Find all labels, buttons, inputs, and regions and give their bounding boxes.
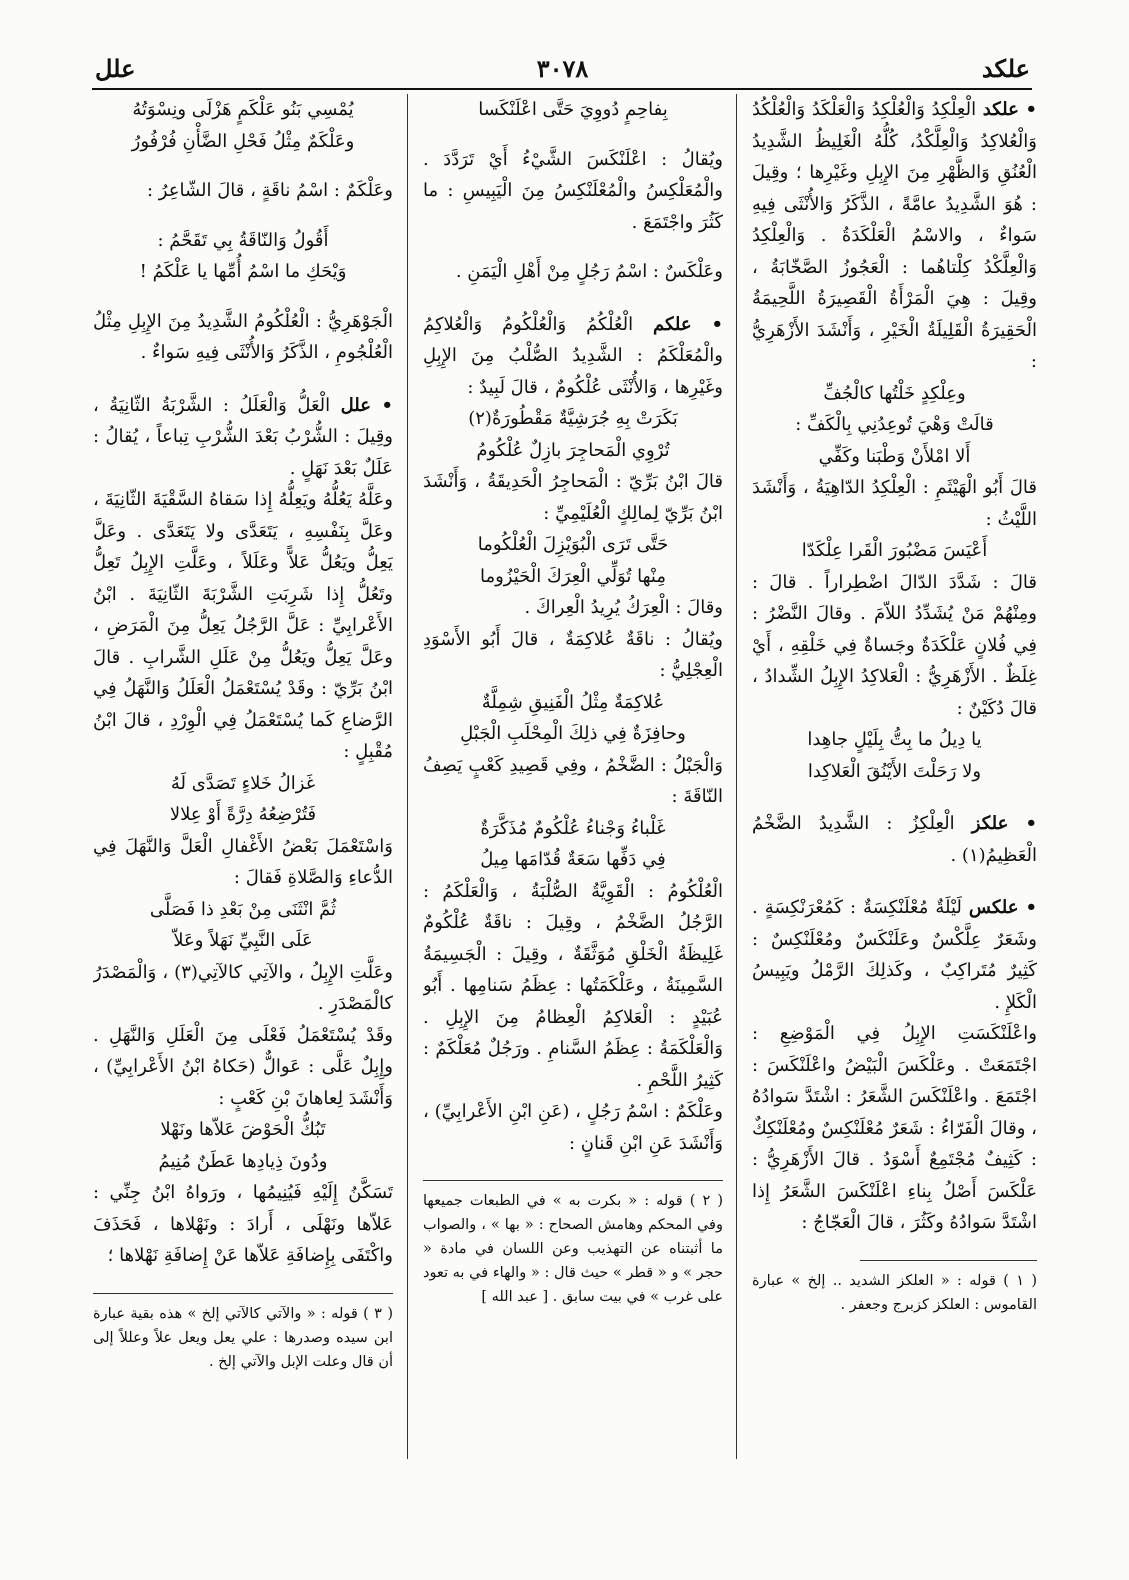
right-column <box>752 94 1037 1460</box>
footnote-rule <box>93 1293 393 1294</box>
verse-line: وعِلْكِدٍ خَلْتُها كالْجُفِّ <box>823 382 966 404</box>
entry-text: وقَدْ يُسْتَعْمَلُ فَعْلَى مِنَ الْعَلَلِ وَالنَّهَلِ . وإِبِلٌ عَلَّى : عَوالٌّ (حَكاهُ ابْنُ الأَعْرابِيِّ) ، وَأَنْشَدَ لِعاهانَ بْنِ كَعْبٍ : <box>93 1024 393 1109</box>
footnote: ( ١ ) قوله : « العلكز الشديد .. إلخ » عبارة القاموس : العلكز كزبرج وجعفر . <box>752 1272 1037 1313</box>
entry-text: واعْلَنْكَسَتِ الإِبِلُ فِي الْمَوْضِعِ : اجْتَمَعَتْ . وعَلْكَسَ الْبَيْضُ واعْلَنْكَسَ : اجْتَمَعَ . واعْلَنْكَسَ الشَّعَرُ : اشْتَدَّ سَوادُهُ ، وقالَ الْفَرّاءُ : شَعَرٌ مُعْلَنْكِسٌ ومُعْلَنْكِكٌ : كَثِيفٌ مُجْتَمِعٌ أَسْوَدُ . قالَ الأَزْهَرِيُّ : عَلْكَسَ أَصْلُ بِناءِ اعْلَنْكَسَ الشَّعَرُ إِذا اشْتَدَّ سَوادُهُ وكَثُرَ ، قالَ الْعَجّاجُ : <box>752 1023 1037 1233</box>
entry-text: وعَلْكَسٌ : اسْمُ رَجُلٍ مِنْ أَهْلِ الْيَمَنِ . <box>455 261 723 282</box>
entry-bullet: • <box>1025 99 1037 120</box>
entry-text: وقالَ : الْعِرَكُ يُرِيدُ الْعِراكَ . <box>524 597 723 618</box>
headword: علكس <box>968 897 1019 918</box>
verse-line: بِفاحِمٍ دُووِيَ حَتَّى اعْلَنْكَسا <box>478 99 668 120</box>
entry-text: الْعُلْكُومُ : الْقَوِيَّةُ الصُّلْبَةُ ، وَالْعَلْكَمُ : الرَّجُلُ الضَّخْمُ ، وقِيلَ : ناقَةٌ عُلْكُومٌ غَلِيظَةُ الْخَلْقِ مُوَثَّقَةٌ ، وقِيلَ : الْجَسِيمَةُ السَّمِينَةُ ، وعَلْكَمَتُها : عِظَمُ سَنامِها . أَبُو عُبَيْدٍ : الْعَلاكِمُ الْعِظامُ مِنَ الإِبِلِ . وَالْعَلْكَمَةُ : عِظَمُ السَّنامِ . ورَجُلٌ مُعَلْكَمٌ : كَثِيرُ اللَّحْمِ . <box>423 880 723 1091</box>
verse-line: وحافِزَةٌ فِي ذلِكَ الْمِحْلَبِ الْجَبْلِ <box>460 723 686 744</box>
column-divider-right <box>736 94 737 1459</box>
entry-text: قالَ ابْنُ بَرِّيّ : الْمَحاجِرُ الْحَدِيقَةُ ، وَأَنْشَدَ ابْنُ بَرِّيّ لِمالِكٍ الْعُلَيْمِيِّ : <box>423 471 723 524</box>
entry-text: الْجَوْهَرِيُّ : الْعُلْكُومُ الشَّدِيدُ مِنَ الإِبِلِ مِثْلُ الْعُلْجُومِ ، الذَّكَرُ وَالأُنْثَى فِيهِ سَواءٌ . <box>93 310 393 363</box>
middle-column <box>423 94 723 1460</box>
verse-line: ودُونَ ذِيادِها عَطَنٌ مُنِيمُ <box>158 1150 328 1172</box>
footnote: ( ٣ ) قوله : « والآتي كالآتي إلخ » هذه بقية عبارة ابن سيده وصدرها : علي يعل ويعل علاً وعللاً إلى أن قال وعلت الإبل والآتي إلخ . <box>93 1305 393 1370</box>
verse-line: فَتُرْضِعُهُ دِرَّةً أَوْ عِلالا <box>169 804 317 825</box>
entry-bullet: • <box>711 313 723 335</box>
entry-text: وعَلَّهُ يَعُلُّهُ ويَعِلُّهُ إِذا سَقاهُ السَّقْيَةَ الثّانِيَةَ ، وعَلَّ بِنَفْسِهِ ، يَتَعَدَّى ولا يَتَعَدَّى . وعَلَّ يَعِلُّ ويَعُلُّ عَلاًّ وعَلَلاً ، وعَلَّتِ الإِبِلُ تَعِلُّ وتَعُلُّ إِذا شَرِبَتِ الشَّرْبَةَ الثّانِيَةَ . ابْنُ الأَعْرابِيِّ : عَلَّ الرَّجُلُ يَعِلُّ مِنَ الْمَرَضِ ، وعَلَّ يَعِلُّ ويَعُلُّ مِنْ عَلَلِ الشَّرابِ . قالَ ابْنُ بَرِّيّ : وقَدْ يُسْتَعْمَلُ الْعَلَلُ وَالنَّهَلُ فِي الرَّضاعِ كَما يُسْتَعْمَلُ فِي الْوِرْدِ ، قالَ ابْنُ مُقْبِلٍ : <box>93 489 393 762</box>
entry-paragraph <box>752 892 1037 1018</box>
entry-alkam <box>423 309 723 1160</box>
entry-alkaz <box>752 808 1037 871</box>
verse-line: ولا رَحَلْتَ الأَيْنُقَ الْعَلاكِدا <box>807 760 982 782</box>
verse-line: قالَتْ وَهْيَ تُوعِدُنِي بِالْكَفِّ : <box>795 414 994 435</box>
entry-text: قالَ أَبُو الْهَيْثَمِ : الْعِلْكِدُ الدّاهِيَةُ ، وَأَنْشَدَ اللَّيْثُ : <box>752 477 1037 530</box>
verse-line: فِي دَفِّها سَعَةٌ قُدّامَها مِيلُ <box>480 849 666 870</box>
verse-line: تَبُكُّ الْحَوْضَ عَلاّها ونَهْلا <box>160 1119 326 1140</box>
entry-paragraph <box>752 94 1037 378</box>
headword: علكم <box>652 313 692 335</box>
headword: علل <box>340 394 371 416</box>
verse-line: عَلَى النَّبِيِّ نَهَلاً وعَلاّ <box>173 930 313 951</box>
entry-text: ويُقالُ : اعْلَنْكَسَ الشَّيْءُ أَيْ تَرَدَّدَ . والْمُعَلْكِسُ والْمُعْلَنْكِسُ مِنَ الْيَبِيسِ : ما كَثُرَ واجْتَمَعَ . <box>423 148 723 233</box>
entry-text: الْعِلْكِدُ وَالْعُلْكِدُ وَالْعَلْكَدُ وَالْعُلْكُدُ وَالْعُلاكِدُ وَالْعِلَّكْدُ، كُلُّهُ الْغَلِيظُ الشَّدِيدُ الْعُنُقِ وَالظَّهْرِ مِنَ الإِبِلِ وغَيْرِها ؛ وقِيلَ : هُوَ الشَّدِيدُ عامَّةً ، الذَّكَرُ وَالأُنْثَى فِيهِ سَواءٌ ، والاسْمُ الْعَلْكَدَةُ . وَالْعِلْكِدُ وَالْعِلَّكْدُ كِلْتاهُما : الْعَجُوزُ الصَّخّابَةُ ، وقِيلَ : هِيَ الْمَرْأَةُ الْقَصِيرَةُ اللَّحِيمَةُ الْحَقِيرَةُ الْقَلِيلَةُ الْخَيْرِ ، وَأَنْشَدَ الأَزْهَرِيُّ : <box>752 99 1037 372</box>
headword: علكز <box>971 813 1009 834</box>
entry-alal <box>93 390 393 1272</box>
verse-line: ثُمَّ انْثَنَى مِنْ بَعْدِ ذا فَصَلَّى <box>149 898 337 920</box>
footnote-rule <box>423 1180 723 1181</box>
entry-text: لَيْلَةٌ مُعْلَنْكِسَةٌ : كَمُعْرَنْكِسَةٍ . وشَعَرٌ عِلَّكْسٌ وعَلَنْكَسٌ ومُعْلَنْكِسٌ : كَثِيرٌ مُتَراكِبٌ ، وكَذلِكَ الرَّمْلُ ويَبِيسُ الْكَلإِ . <box>752 897 1037 1013</box>
entry-bullet: • <box>381 394 393 416</box>
verse-line: وعَلْكَمٌ مِثْلُ فَحْلِ الضَّأْنِ فُرْفُورُ <box>131 130 355 152</box>
verse-line: مِنْها تُوَلِّي الْعِرَكَ الْحَيْزُوما <box>479 565 667 587</box>
entry-text: الْعُلْكُمُ وَالْعُلْكُومُ وَالْعُلاكِمُ والْمُعَلْكَمُ : الشَّدِيدُ الصُّلْبُ مِنَ الإِبِلِ وغَيْرِها ، وَالأُنْثَى عُلْكُومٌ ، قالَ لَبِيدٌ : <box>423 313 723 398</box>
header-left-word: علل <box>95 54 136 83</box>
entry-alkas <box>752 892 1037 1239</box>
entry-bullet: • <box>1025 813 1037 834</box>
entry-text: قالَ : شَدَّدَ الدّالَ اضْطِراراً . قالَ : ومِنْهُمْ مَنْ يُشَدِّدُ اللاّمَ . وقالَ النَّضْرُ : فِي فُلانٍ عَلْكَدَةٌ وجَساةٌ فِي خَلْقِهِ ، أَيْ غِلَظٌ . الأَزْهَرِيُّ : الْعَلاكِدُ الإِبِلُ الشِّدادُ ، قالَ دُكَيْنٌ : <box>752 571 1037 719</box>
column-divider-left <box>407 94 408 1459</box>
verse-line: بَكَرَتْ بِهِ جُرَشِيَّةٌ مَقْطُورَةٌ(٢) <box>468 408 678 429</box>
verse-line: عُلاكِمَةٌ مِثْلُ الْفَنِيقِ شِمِلَّةٌ <box>481 691 665 713</box>
verse-line: أَعْيَسَ مَضْبُورَ الْقَرا عِلْكَدّا <box>801 540 988 561</box>
entry-text: وعَلْكَمٌ : اسْمُ ناقَةٍ ، قالَ الشّاعِرُ : <box>147 180 393 201</box>
verse-line: غَزالُ خَلاءٍ تَصَدَّى لَهُ <box>170 772 316 794</box>
entry-text: وعَلَّتِ الإِبِلُ ، والآتِي كالآتِي(٣) ، وَالْمَصْدَرُ كالْمَصْدَرِ . <box>93 961 393 1014</box>
verse-line: حَتَّى تَرَى الْبُوَيْزِلَ الْعُلْكُوما <box>477 534 669 555</box>
page-header <box>95 52 1030 92</box>
header-right-word: علكد <box>981 54 1030 83</box>
entry-text: وَاسْتَعْمَلَ بَعْضُ الأَغْفالِ الْعَلَّ وَالنَّهَلَ فِي الدُّعاءِ وَالصَّلاةِ فَقالَ : <box>93 835 393 888</box>
entry-text: ويُقالُ : ناقَةٌ عُلاكِمَةٌ ، قالَ أَبُو الأَسْوَدِ الْعِجْلِيُّ : <box>423 628 723 681</box>
headword: علكد <box>982 99 1019 120</box>
footnote-rule <box>860 1260 1037 1261</box>
entry-text: تَسَكَّنُ إِلَيْهِ فَيُنِيمُها ، ورَواهُ ابْنُ جِنِّي : عَلاّها ونَهْلَى ، أَرادَ : ونَهْلاها ، فَحَذَفَ واكْتَفَى بِإِضافَةِ عَلاّها عَنْ إِضافَةِ نَهْلاها ؛ <box>93 1182 393 1266</box>
verse-line: يُمْسِي بَنُو عَلْكَمٍ هَزْلَى ونِسْوَتُهُ <box>132 99 354 120</box>
entry-bullet: • <box>1025 897 1037 918</box>
entry-text: وعَلْكَمٌ : اسْمُ رَجُلٍ ، (عَنِ ابْنِ الأَعْرابِيِّ) ، وَأَنْشَدَ عَنِ ابْنِ قَنانٍ : <box>423 1101 723 1154</box>
verse-line: تُرْوِي الْمَحاجِرَ بازِلٌ عُلْكُومُ <box>476 439 670 461</box>
header-rule <box>92 88 1032 90</box>
entry-paragraph <box>423 309 723 404</box>
entry-alkad <box>752 94 1037 787</box>
footnote: ( ٢ ) قوله : « بكرت به » في الطبعات جميعها وفي المحكم وهامش الصحاح : « بها » ، والصواب ما أثبتناه عن التهذيب وعن اللسان في مادة « حجر » و « قطر » حيث قال : « والهاء في به تعود على غرب » في بيت سابق . [ عبد الله ] <box>423 1193 723 1305</box>
verse-line: يا دِيلُ ما بِتُّ بِلَيْلٍ جاهِدا <box>807 729 982 750</box>
page-number: ٣٠٧٨ <box>536 54 589 83</box>
entry-text: وَالْجَبْلُ : الضَّخْمُ ، وفِي قَصِيدِ كَعْبٍ يَصِفُ النّاقَةَ : <box>423 754 723 807</box>
left-column <box>93 94 393 1460</box>
verse-line: أَلا امْلأَنْ وَطْبَنا وكَفِّي <box>818 445 971 467</box>
entry-text: الْعَلُّ وَالْعَلَلُ : الشَّرْبَةُ الثّانِيَةُ ، وقِيلَ : الشُّرْبُ بَعْدَ الشُّرْبِ تِباعاً ، يُقالُ : عَلَلٌ بَعْدَ نَهَلٍ . <box>93 394 393 479</box>
verse-line: أَقُولُ وَالنّاقَةُ بِي تَقَحَّمُ : <box>157 229 329 251</box>
entry-paragraph <box>93 390 393 485</box>
entry-text: الْعِلْكِزُ : الشَّدِيدُ الضَّخْمُ الْعَظِيمُ(١) . <box>752 813 1037 866</box>
verse-line: وَيْحَكِ ما اسْمُ أُمِّها يا عَلْكَمُ ! <box>139 261 347 282</box>
verse-line: غَلْباءُ وَجْناءُ عُلْكُومٌ مُذَكَّرَةٌ <box>480 817 666 839</box>
entry-paragraph <box>752 808 1037 871</box>
